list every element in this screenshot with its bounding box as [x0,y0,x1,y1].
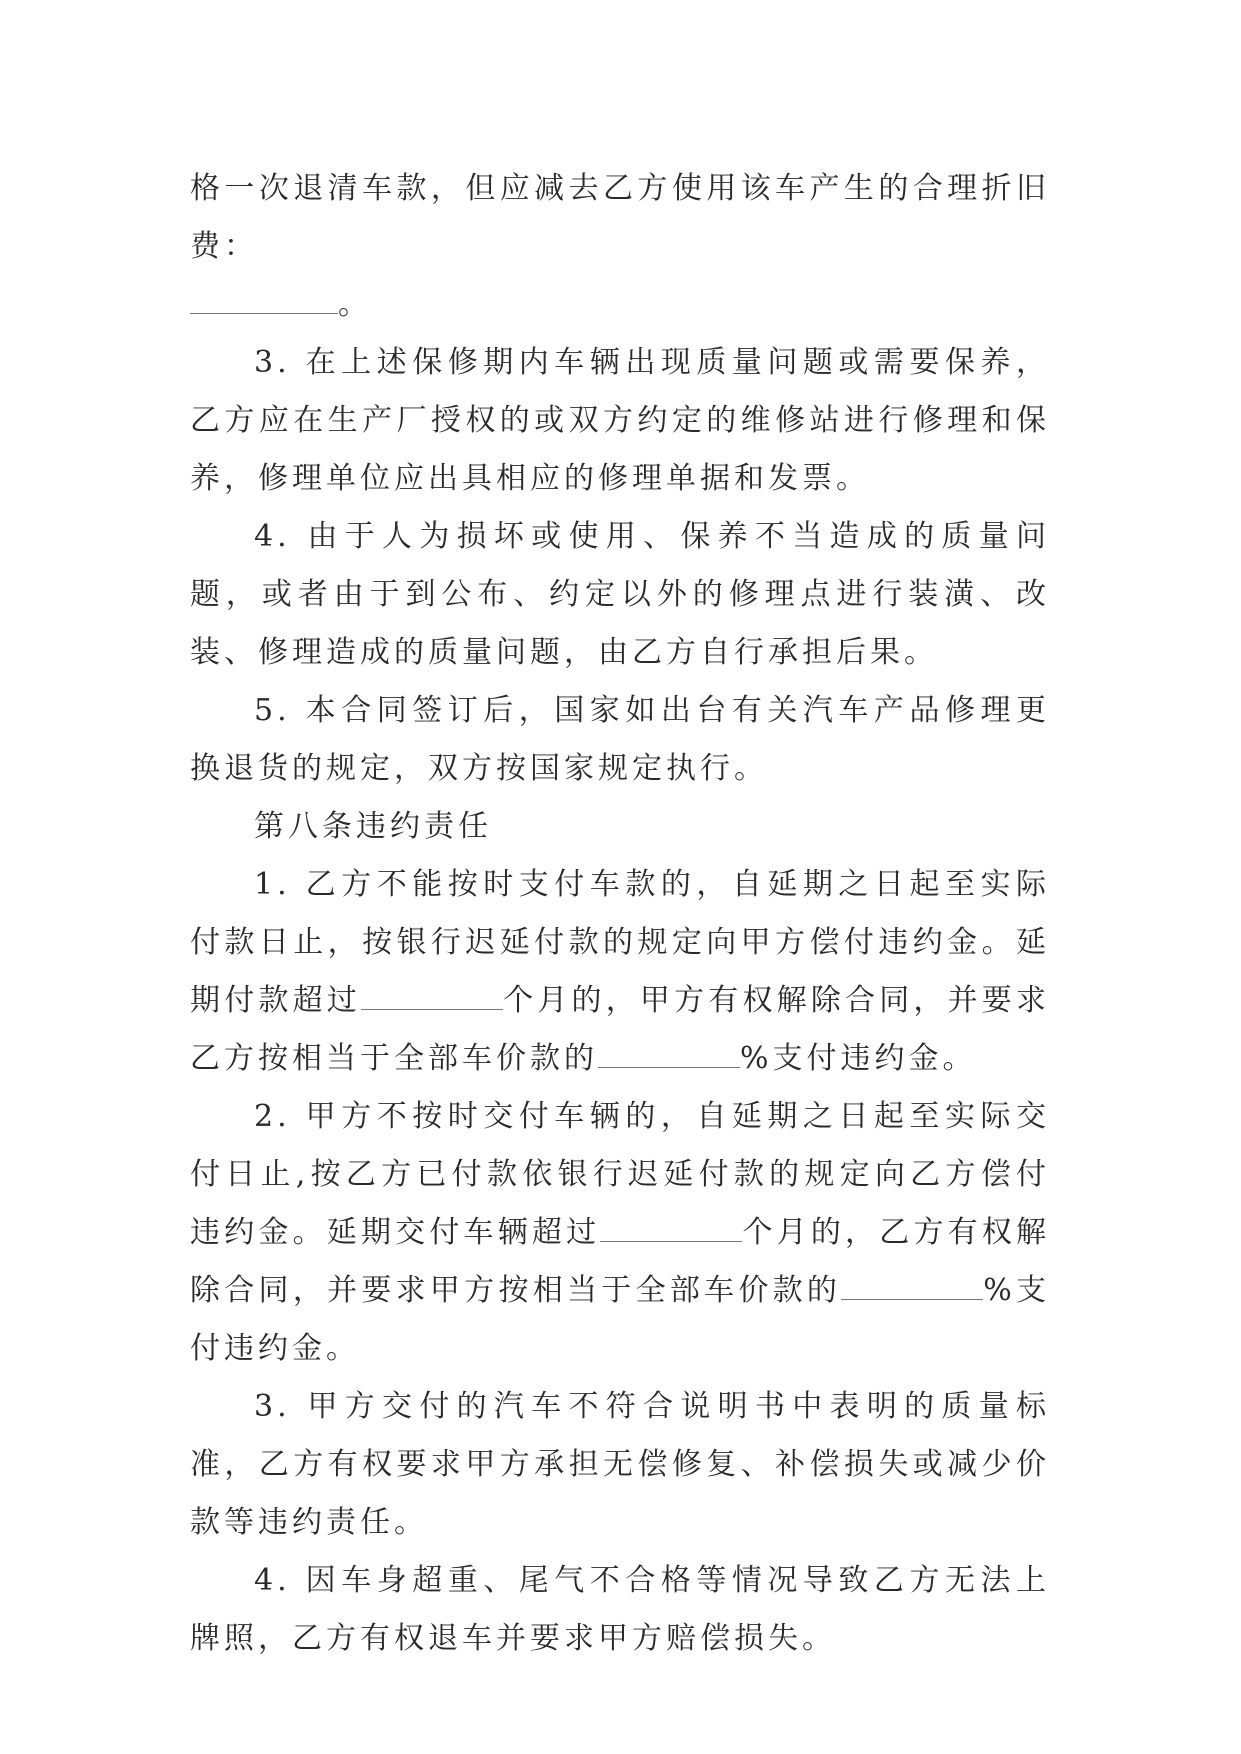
buyer-late-text-a: 1. 乙方不能按时支付车款的，自延期之日起至实际付款日止，按银行迟延付款的规定向甲方偿付违约金。延期付款超过 [190,867,1050,1018]
seller-late-text-a: 2. 甲方不按时交付车辆的，自延期之日起至实际交付日止,按乙方已付款依银行迟延付款的规定向乙方偿付违约金。延期交付车辆超过 [190,1099,1050,1250]
paragraph-seller-late-delivery [190,1088,1050,1378]
refund-end: 。 [338,287,372,322]
seller-percent-blank[interactable] [841,1279,983,1300]
paragraph-warranty-repair: 3. 在上述保修期内车辆出现质量问题或需要保养，乙方应在生产厂授权的或双方约定的维修站进行修理和保养，修理单位应出具相应的修理单据和发票。 [190,345,1050,496]
paragraph-refund [190,160,1050,334]
buyer-percent-blank[interactable] [598,1047,740,1068]
buyer-late-text-b: 个月的，甲方有权解除合同，并要求乙方按相当于全部车价款的 [190,983,1051,1076]
seller-late-text-c: %支付违约金。 [190,1273,1050,1366]
refund-text: 格一次退清车款，但应减去乙方使用该车产生的合理折旧费： [190,171,1050,264]
depreciation-blank[interactable] [190,293,338,314]
seller-months-blank[interactable] [600,1221,742,1242]
article-eight-heading: 第八条违约责任 [254,809,492,844]
paragraph-national-rules: 5. 本合同签订后，国家如出台有关汽车产品修理更换退货的规定，双方按国家规定执行。 [190,693,1050,786]
contract-body [190,160,1050,1668]
buyer-late-text-c: %支付违约金。 [740,1041,977,1076]
paragraph-license-plate: 4. 因车身超重、尾气不合格等情况导致乙方无法上牌照，乙方有权退车并要求甲方赔偿损失。 [190,1563,1050,1656]
paragraph-misuse: 4. 由于人为损坏或使用、保养不当造成的质量问题，或者由于到公布、约定以外的修理点进行装潢、改装、修理造成的质量问题，由乙方自行承担后果。 [190,519,1050,670]
paragraph-quality-standard: 3. 甲方交付的汽车不符合说明书中表明的质量标准，乙方有权要求甲方承担无偿修复、补偿损失或减少价款等违约责任。 [190,1389,1050,1540]
buyer-months-blank[interactable] [361,989,503,1010]
paragraph-buyer-late-payment [190,856,1050,1088]
seller-late-text-b: 个月的，乙方有权解除合同，并要求甲方按相当于全部车价款的 [190,1215,1051,1308]
